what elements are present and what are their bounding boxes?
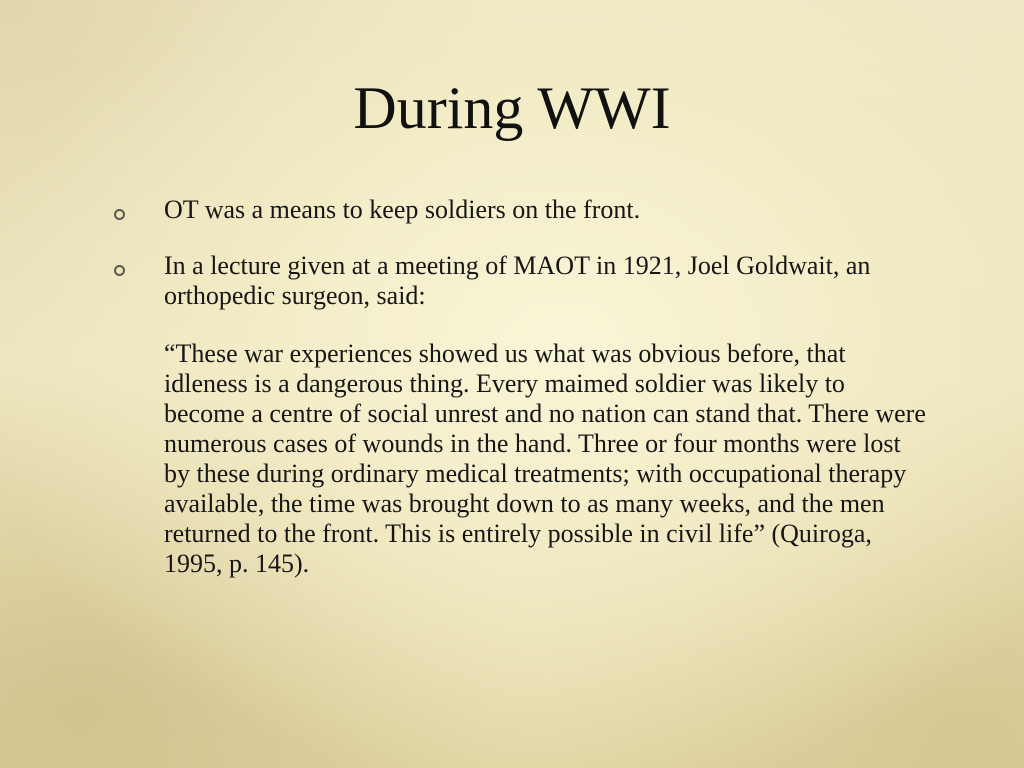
bullet-item	[112, 195, 932, 225]
bullet-text: In a lecture given at a meeting of MAOT in 1921, Joel Goldwait, an orthopedic surgeon, said:	[164, 251, 871, 310]
slide-title: During WWI	[353, 75, 671, 141]
circle-bullet-icon	[114, 209, 125, 220]
quote-text: “These war experiences showed us what was obvious before, that idleness is a dangerous thing. Every maimed soldier was likely to become a centre of social unrest and no nation can stand that. There were numerous cases of wounds in the hand. Three or four months were lost by these during ordinary medical treatments; with occupational therapy available, the time was brought down to as many weeks, and the men returned to the front. This is entirely possible in civil life” (Quiroga, 1995, p. 145).	[164, 339, 926, 578]
bullet-text: OT was a means to keep soldiers on the front.	[164, 195, 641, 224]
bullet-list	[112, 195, 932, 605]
bullet-item	[112, 251, 932, 579]
circle-bullet-icon	[114, 265, 125, 276]
